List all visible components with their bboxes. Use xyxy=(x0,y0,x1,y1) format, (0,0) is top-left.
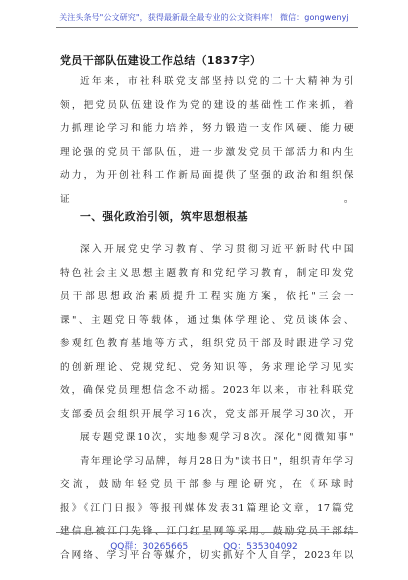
qq-group-link[interactable]: QQ群：30265665 xyxy=(110,542,189,552)
body-line: 合网络、学习平台等媒介，切实抓好个人自学，2023年以 xyxy=(60,549,354,561)
qq-link[interactable]: QQ：535304092 xyxy=(223,542,298,552)
section-heading: 一、强化政治引领，筑牢思想根基 xyxy=(80,210,248,223)
intro-line: 动力，为开创社科工作新局面提供了坚强的政治和组织保 xyxy=(60,170,354,181)
body-line: 支部委员会组织开展学习16次，党支部开展学习30次，开 xyxy=(60,408,354,420)
intro-line: 理论强的党员干部队伍，进一步激发党员干部活力和内生 xyxy=(60,146,354,158)
body-line: 参观红色教育基地等方式，组织党员干部及时跟进学习党 xyxy=(60,338,354,349)
intro-line: 近年来，市社科联党支部坚持以党的二十大精神为引 xyxy=(80,76,354,87)
intro-line: 力抓理论学习和能力培养，努力锻造一支作风硬、能力硬 xyxy=(60,123,354,134)
body-line: 深入开展党史学习教育、学习贯彻习近平新时代中国 xyxy=(80,244,354,255)
body-line: 特色社会主义思想主题教育和党纪学习教育，制定印发党 xyxy=(60,267,354,279)
header-banner[interactable]: 关注头条号"公文研究"，获得最新最全最专业的公文资料库！ 微信：gongwenyj xyxy=(59,13,349,22)
body-line: 课"、主题党日等载体，通过集体学理论、党员谈体会、 xyxy=(60,314,354,326)
intro-line: 领，把党员队伍建设作为党的建设的基础性工作来抓，着 xyxy=(60,99,354,111)
header-divider xyxy=(56,27,358,28)
footer-contacts xyxy=(0,539,408,552)
section-paragraph xyxy=(60,238,354,567)
intro-line: 证。 xyxy=(60,193,354,205)
body-line: 交流，鼓励年轻党员干部参与理论研究，在《环球时 xyxy=(60,479,354,490)
document-title: 党员干部队伍建设工作总结（1837字） xyxy=(60,54,262,67)
body-line: 效，确保党员理想信念不动摇。2023年以来，市社科联党 xyxy=(60,385,354,396)
body-line: 报》《江门日报》等报刊媒体发表31篇理论文章，17篇党 xyxy=(60,502,354,514)
body-line: 的创新理论、党规党纪、党务知识等，务求理论学习见实 xyxy=(60,361,354,373)
body-line: 员干部思想政治素质提升工程实施方案，依托"三会一 xyxy=(60,291,354,302)
body-line: 青年理论学习品牌，每月28日为"读书日"，组织青年学习 xyxy=(80,455,354,467)
intro-paragraph xyxy=(60,70,354,211)
body-line: 展专题党课10次，实地参观学习8次。深化"阅微知事" xyxy=(80,432,354,443)
footer-divider xyxy=(56,532,358,533)
body-line: 建信息被江门先锋、江门红星网等采用。鼓励党员干部结 xyxy=(60,526,354,537)
